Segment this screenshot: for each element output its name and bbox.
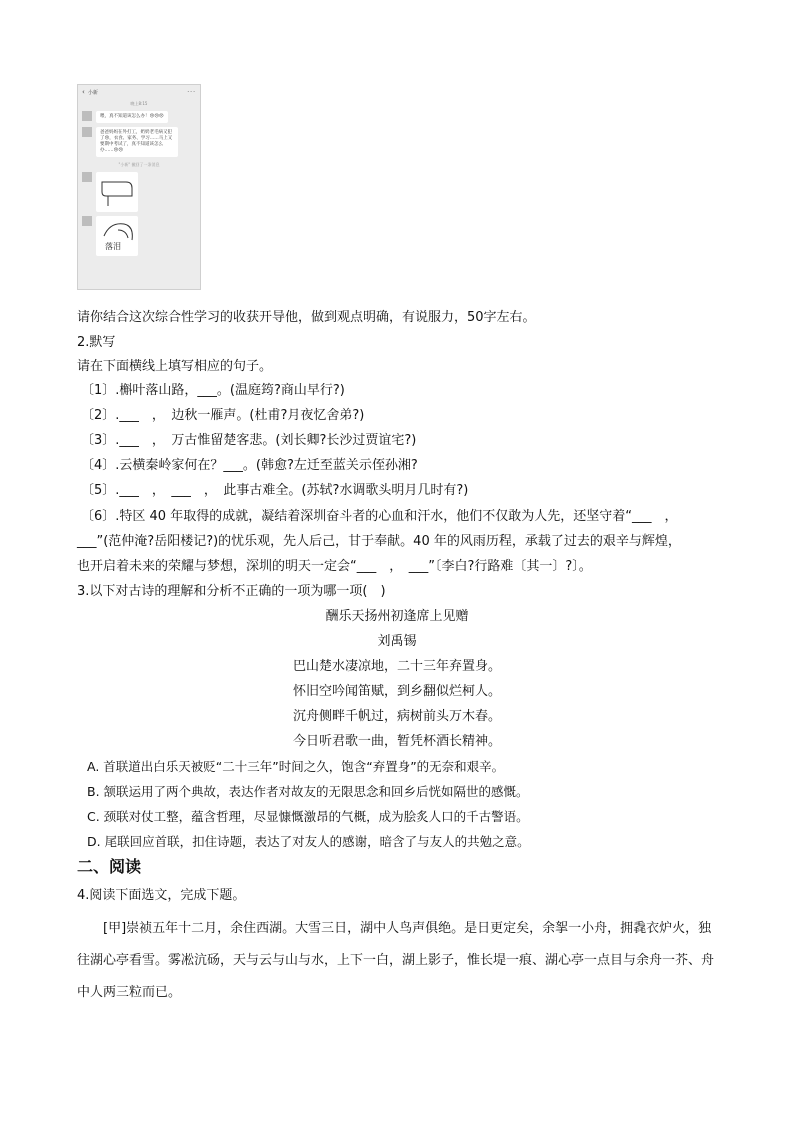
poem-line: 巴山楚水凄凉地，二十三年弃置身。	[292, 659, 501, 674]
avatar	[82, 111, 92, 121]
chat-screenshot	[77, 84, 201, 290]
q2-item-4: 〔4〕.云横秦岭家何在？___。(韩愈?左迁至蓝关示侄孙湘?	[81, 458, 418, 473]
q2-item-3: 〔3〕.___ ， 万古惟留楚客悲。(刘长卿?长沙过贾谊宅?)	[81, 433, 417, 448]
poem-line: 怀旧空吟闻笛赋，到乡翻似烂柯人。	[292, 684, 501, 699]
chat-time: 晚上8:15	[130, 101, 148, 106]
sticker-image	[96, 216, 138, 256]
q2-title: 2.默写	[77, 335, 116, 350]
q3-title: 3.以下对古诗的理解和分析不正确的一项为哪一项( )	[77, 584, 386, 599]
option-a: A. 首联道出白乐天被贬“二十三年”时间之久，饱含“弃置身”的无奈和艰辛。	[87, 759, 505, 774]
message-bubble: 喂，真不知道该怎么办！😢😢😢	[96, 111, 168, 123]
sticker-label: 落泪	[105, 242, 121, 251]
q2-intro: 请在下面横线上填写相应的句子。	[77, 359, 273, 374]
sticker-image	[96, 172, 138, 212]
back-arrow-icon: ‹	[82, 88, 85, 96]
q2-item-6-line1: 〔6〕.特区 40 年取得的成就，凝结着深圳奋斗者的心血和汗水，他们不仅敢为人先，还坚守着“___ ，	[81, 509, 678, 524]
option-d: D. 尾联回应首联，扣住诗题，表达了对友人的感谢，暗含了与友人的共勉之意。	[87, 834, 530, 849]
message-bubble: 爸爸妈妈在外打工，奶奶老毛病又犯了😢，衣食、家务、学习……马上又要期中考试了，真不知道该怎么办……😢😢	[96, 127, 178, 157]
chat-message	[82, 216, 196, 256]
q2-item-2: 〔2〕.___ ， 边秋一雁声。(杜甫?月夜忆舍弟?)	[81, 408, 365, 423]
avatar	[82, 216, 92, 226]
q1-instruction: 请你结合这次综合性学习的收获开导他，做到观点明确，有说服力，50字左右。	[77, 310, 536, 325]
option-b: B. 颔联运用了两个典故，表达作者对故友的无限思念和回乡后恍如隔世的感慨。	[87, 784, 529, 799]
chat-title: 小新	[87, 89, 98, 96]
recall-notice: "小新" 撤回了一条消息	[118, 162, 160, 167]
poem-line: 沉舟侧畔千帆过，病树前头万木春。	[292, 709, 501, 724]
q2-item-6-line2: ___”(范仲淹?岳阳楼记?)的忧乐观，先人后己，甘于奉献。40 年的风雨历程，承载了过去的艰辛与辉煌，	[77, 534, 681, 549]
poem-title: 酬乐天扬州初逢席上见赠	[325, 609, 469, 624]
reading-passage: [甲]崇祯五年十二月，余住西湖。大雪三日，湖中人鸟声俱绝。是日更定矣，余挐一小舟，拥毳衣炉火，独往湖心亭看雪。雾凇沆砀，天与云与山与水，上下一白，湖上影子，惟长堤一痕、湖心亭一点目与余舟一芥、舟中人两三粒而已。	[77, 921, 715, 1000]
chat-message	[82, 111, 196, 123]
chat-topbar	[78, 85, 200, 99]
chat-message	[82, 172, 196, 212]
avatar	[82, 127, 92, 137]
q4-title: 4.阅读下面选文，完成下题。	[77, 888, 246, 903]
avatar	[82, 172, 92, 182]
poem-line: 今日听君歌一曲，暂凭杯酒长精神。	[292, 734, 501, 749]
q2-item-1: 〔1〕.槲叶落山路，___。(温庭筠?商山早行?)	[81, 383, 345, 398]
chat-message	[82, 127, 196, 157]
section-title: 二、阅读	[77, 857, 142, 876]
option-c: C. 颈联对仗工整，蕴含哲理，尽显慷慨激昂的气概，成为脍炙人口的千古警语。	[87, 809, 529, 824]
q2-item-6-line3: 也开启着未来的荣耀与梦想，深圳的明天一定会“___ ， ___”〔李白?行路难〔其一〕?〕。	[77, 559, 592, 574]
more-icon: ···	[187, 88, 196, 96]
hand-drawing-icon	[96, 172, 138, 212]
q2-item-5: 〔5〕.___ ， ___ ， 此事古难全。(苏轼?水调歌头明月几时有?)	[81, 483, 469, 498]
poem-author: 刘禹锡	[377, 634, 417, 649]
